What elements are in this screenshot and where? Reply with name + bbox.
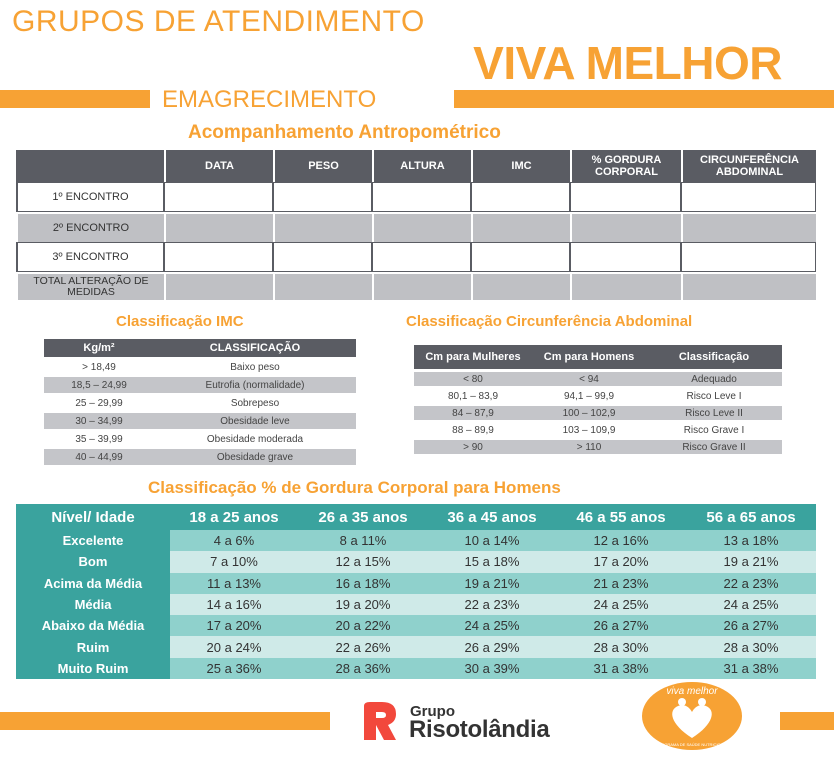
anthro-row (16, 242, 816, 272)
anthro-cell[interactable] (164, 212, 273, 242)
badge-text: viva melhor (666, 686, 718, 697)
imc-row (44, 413, 356, 429)
gordura-value: 16 a 18% (298, 573, 428, 594)
anthro-cell[interactable] (570, 182, 681, 212)
gordura-value: 14 a 16% (170, 594, 298, 615)
anthro-cell[interactable] (273, 272, 372, 300)
gordura-value: 7 a 10% (170, 551, 298, 572)
gordura-level: Muito Ruim (16, 658, 170, 679)
gordura-value: 20 a 22% (298, 615, 428, 636)
circ-homens: 100 – 102,9 (532, 406, 646, 420)
badge-subtext: PROGRAMA DE SAÚDE NUTRICIONAL (655, 742, 729, 747)
subtitle: EMAGRECIMENTO (162, 86, 377, 113)
anthro-col: % GORDURA CORPORAL (570, 150, 681, 182)
imc-title: Classificação IMC (116, 313, 244, 330)
imc-header-row (44, 339, 356, 357)
gordura-row (16, 573, 816, 594)
imc-class: Baixo peso (230, 361, 280, 373)
gordura-value: 24 a 25% (686, 594, 816, 615)
circ-mulheres: > 90 (414, 440, 532, 454)
anthro-cell[interactable] (471, 242, 570, 272)
imc-row (44, 377, 356, 393)
imc-range: 25 – 29,99 (75, 397, 123, 409)
imc-row (44, 395, 356, 411)
gordura-value: 19 a 21% (686, 551, 816, 572)
anthro-cell[interactable] (570, 242, 681, 272)
imc-col-kgm2: Kg/m² (44, 339, 154, 357)
circ-row (414, 440, 782, 454)
anthro-cell[interactable] (273, 242, 372, 272)
circ-row (414, 423, 782, 437)
circ-mulheres: < 80 (414, 372, 532, 386)
gordura-col: 56 a 65 anos (686, 504, 816, 530)
gordura-col: 36 a 45 anos (428, 504, 556, 530)
gordura-value: 17 a 20% (170, 615, 298, 636)
circ-col-classificacao: Classificação (646, 345, 782, 369)
gordura-value: 11 a 13% (170, 573, 298, 594)
circ-homens: 94,1 – 99,9 (563, 390, 615, 402)
imc-row (44, 359, 356, 375)
imc-range: 18,5 – 24,99 (44, 377, 154, 393)
gordura-value: 19 a 20% (298, 594, 428, 615)
imc-class: Obesidade moderada (206, 433, 304, 445)
imc-range: > 18,49 (82, 361, 116, 373)
anthro-col: ALTURA (372, 150, 471, 182)
circ-header-row (414, 345, 782, 369)
anthro-cell[interactable] (273, 212, 372, 242)
anthro-row-label: TOTAL ALTERAÇÃO DE MEDIDAS (16, 272, 164, 300)
imc-class: Eutrofia (normalidade) (154, 377, 356, 393)
imc-class: Obesidade leve (154, 413, 356, 429)
gordura-value: 12 a 15% (298, 551, 428, 572)
gordura-value: 12 a 16% (556, 530, 686, 551)
logo-grupo-text: Grupo (410, 703, 455, 720)
footer-bar-right (780, 712, 834, 730)
anthro-cell[interactable] (570, 212, 681, 242)
anthro-row-total (16, 272, 816, 300)
gordura-value: 21 a 23% (556, 573, 686, 594)
circ-class: Adequado (646, 372, 782, 386)
anthro-row-label: 1º ENCONTRO (16, 182, 164, 212)
circ-class: Risco Grave II (646, 440, 782, 454)
anthro-cell[interactable] (372, 182, 471, 212)
risotolandia-r-icon (360, 700, 400, 744)
gordura-col: Nível/ Idade (16, 504, 170, 530)
imc-range: 40 – 44,99 (44, 449, 154, 465)
gordura-value: 28 a 30% (686, 636, 816, 657)
anthro-cell[interactable] (164, 242, 273, 272)
gordura-header-row (16, 504, 816, 530)
anthro-cell[interactable] (471, 272, 570, 300)
circ-row (414, 372, 782, 386)
gordura-value: 10 a 14% (428, 530, 556, 551)
header-line1: GRUPOS DE ATENDIMENTO (12, 5, 425, 38)
anthro-cell[interactable] (164, 182, 273, 212)
circ-col-mulheres: Cm para Mulheres (414, 345, 532, 369)
gordura-row (16, 615, 816, 636)
gordura-value: 25 a 36% (170, 658, 298, 679)
gordura-value: 19 a 21% (428, 573, 556, 594)
circ-table (414, 342, 782, 457)
gordura-value: 31 a 38% (556, 658, 686, 679)
gordura-table (16, 504, 816, 679)
anthro-cell[interactable] (681, 242, 816, 272)
circ-row (414, 389, 782, 403)
footer-bar-left (0, 712, 330, 730)
gordura-level: Abaixo da Média (16, 615, 170, 636)
anthro-header-row (16, 150, 816, 182)
gordura-row (16, 530, 816, 551)
anthro-cell[interactable] (471, 182, 570, 212)
anthro-title: Acompanhamento Antropométrico (188, 122, 501, 143)
imc-class: Sobrepeso (230, 397, 280, 409)
anthro-cell[interactable] (471, 212, 570, 242)
gordura-value: 26 a 27% (686, 615, 816, 636)
gordura-level: Ruim (16, 636, 170, 657)
circ-mulheres: 80,1 – 83,9 (447, 390, 499, 402)
circ-class: Risco Grave I (683, 424, 745, 436)
imc-col-classificacao: CLASSIFICAÇÃO (154, 339, 356, 357)
circ-row (414, 406, 782, 420)
gordura-row (16, 551, 816, 572)
gordura-value: 17 a 20% (556, 551, 686, 572)
header-line2: VIVA MELHOR (473, 37, 782, 89)
anthro-row (16, 212, 816, 242)
logo-risotolandia-text: Risotolândia (409, 716, 550, 743)
anthro-row (16, 182, 816, 212)
gordura-col: 18 a 25 anos (170, 504, 298, 530)
circ-mulheres: 88 – 89,9 (452, 424, 494, 436)
gordura-value: 22 a 26% (298, 636, 428, 657)
circ-homens: 103 – 109,9 (562, 424, 616, 436)
circ-title: Classificação Circunferência Abdominal (406, 313, 693, 330)
anthro-table (16, 150, 816, 300)
gordura-value: 24 a 25% (428, 615, 556, 636)
gordura-value: 4 a 6% (170, 530, 298, 551)
gordura-value: 8 a 11% (298, 530, 428, 551)
gordura-row (16, 658, 816, 679)
anthro-cell[interactable] (273, 182, 372, 212)
gordura-row (16, 594, 816, 615)
gordura-col: 46 a 55 anos (556, 504, 686, 530)
anthro-cell[interactable] (372, 242, 471, 272)
anthro-col: DATA (164, 150, 273, 182)
circ-homens: < 94 (532, 372, 646, 386)
imc-row (44, 449, 356, 465)
circ-homens: > 110 (532, 440, 646, 454)
anthro-cell[interactable] (372, 272, 471, 300)
gordura-value: 24 a 25% (556, 594, 686, 615)
divider-bar-right (454, 90, 834, 108)
anthro-cell[interactable] (681, 272, 816, 300)
gordura-value: 20 a 24% (170, 636, 298, 657)
imc-range: 30 – 34,99 (44, 413, 154, 429)
viva-melhor-badge (640, 680, 744, 752)
gordura-level: Acima da Média (16, 573, 170, 594)
imc-row (44, 431, 356, 447)
anthro-cell[interactable] (681, 212, 816, 242)
gordura-value: 28 a 30% (556, 636, 686, 657)
anthro-cell[interactable] (164, 272, 273, 300)
anthro-cell[interactable] (570, 272, 681, 300)
circ-class: Risco Leve II (646, 406, 782, 420)
gordura-level: Excelente (16, 530, 170, 551)
imc-class: Obesidade grave (154, 449, 356, 465)
circ-mulheres: 84 – 87,9 (414, 406, 532, 420)
gordura-level: Média (16, 594, 170, 615)
gordura-value: 13 a 18% (686, 530, 816, 551)
gordura-title: Classificação % de Gordura Corporal para Homens (148, 478, 561, 497)
gordura-value: 26 a 27% (556, 615, 686, 636)
anthro-row-label: 3º ENCONTRO (16, 242, 164, 272)
gordura-level: Bom (16, 551, 170, 572)
imc-table (44, 337, 356, 467)
circ-class: Risco Leve I (686, 390, 742, 402)
gordura-row (16, 636, 816, 657)
anthro-cell[interactable] (372, 212, 471, 242)
circ-col-homens: Cm para Homens (532, 345, 646, 369)
gordura-value: 22 a 23% (428, 594, 556, 615)
anthro-col: PESO (273, 150, 372, 182)
imc-range: 35 – 39,99 (75, 433, 123, 445)
gordura-value: 31 a 38% (686, 658, 816, 679)
anthro-col: CIRCUNFERÊNCIA ABDOMINAL (681, 150, 816, 182)
gordura-col: 26 a 35 anos (298, 504, 428, 530)
divider-bar-left (0, 90, 150, 108)
anthro-row-label: 2º ENCONTRO (16, 212, 164, 242)
gordura-value: 28 a 36% (298, 658, 428, 679)
gordura-value: 22 a 23% (686, 573, 816, 594)
anthro-cell[interactable] (681, 182, 816, 212)
gordura-value: 15 a 18% (428, 551, 556, 572)
gordura-value: 26 a 29% (428, 636, 556, 657)
anthro-col: IMC (471, 150, 570, 182)
anthro-col (16, 150, 164, 182)
gordura-value: 30 a 39% (428, 658, 556, 679)
